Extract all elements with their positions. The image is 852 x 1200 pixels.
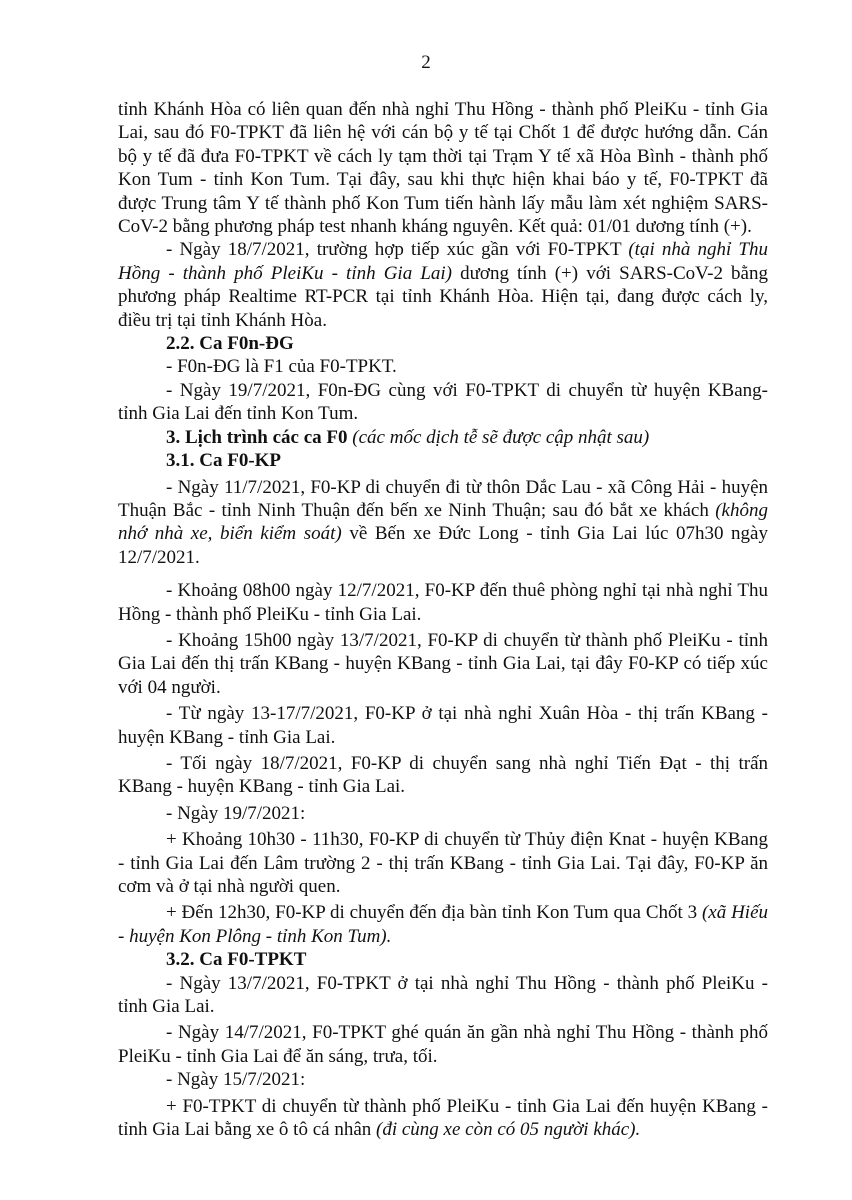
paragraph-6: - Khoảng 08h00 ngày 12/7/2021, F0-KP đến thuê phòng nghỉ tại nhà nghỉ Thu Hồng - thành phố PleiKu - tỉnh Gia Lai.: [118, 580, 768, 625]
paragraph-2-text: - Ngày 18/7/2021, trường hợp tiếp xúc gần với F0-TPKT: [166, 239, 629, 261]
paragraph-5: [118, 476, 768, 570]
paragraph-10: - Ngày 19/7/2021:: [166, 802, 306, 824]
paragraph-2-italic: (tại nhà nghỉ Thu Hồng - thành phố PleiKu - tỉnh Gia Lai): [118, 239, 768, 284]
paragraph-11: + Khoảng 10h30 - 11h30, F0-KP di chuyển từ Thủy điện Knat - huyện KBang - tỉnh Gia Lai đến Lâm trường 2 - thị trấn KBang - tỉnh Gia Lai. Tại đây, F0-KP ăn cơm và ở tại nhà người quen.: [118, 829, 768, 897]
paragraph-9: - Tối ngày 18/7/2021, F0-KP di chuyển sang nhà nghỉ Tiến Đạt - thị trấn KBang - huyện KBang - tỉnh Gia Lai.: [118, 752, 768, 798]
paragraph-4: - Ngày 19/7/2021, F0n-ĐG cùng với F0-TPKT di chuyển từ huyện KBang- tỉnh Gia Lai đến tỉnh Kon Tum.: [118, 379, 768, 425]
heading-3-2: 3.2. Ca F0-TPKT: [166, 949, 307, 971]
heading-2-2: 2.2. Ca F0n-ĐG: [166, 333, 294, 355]
paragraph-5-italic: (không nhớ nhà xe, biển kiểm soát): [118, 499, 768, 545]
heading-3: [118, 426, 768, 449]
paragraph-12-italic: (xã Hiếu - huyện Kon Plông - tỉnh Kon Tum).: [118, 902, 769, 947]
document-body: [118, 98, 768, 1141]
heading-3-bold: 3. Lịch trình các ca F0: [166, 426, 348, 448]
paragraph-16: [118, 1095, 768, 1142]
paragraph-2: [118, 238, 768, 332]
paragraph-2-text-end: dương tính (+) với SARS-CoV-2 bằng phương pháp Realtime RT-PCR tại tỉnh Khánh Hòa. Hiện tại, đang được cách ly, điều trị tại tỉnh Khánh Hòa.: [118, 262, 768, 331]
paragraph-5-text: - Ngày 11/7/2021, F0-KP di chuyển đi từ thôn Dắc Lau - xã Công Hải - huyện Thuận Bắc - tỉnh Ninh Thuận đến bến xe Ninh Thuận; sau đó bắt xe khách: [118, 476, 768, 521]
paragraph-14: - Ngày 14/7/2021, F0-TPKT ghé quán ăn gần nhà nghỉ Thu Hồng - thành phố PleiKu - tỉnh Gia Lai để ăn sáng, trưa, tối.: [118, 1022, 768, 1067]
paragraph-13: - Ngày 13/7/2021, F0-TPKT ở tại nhà nghỉ Thu Hồng - thành phố PleiKu - tỉnh Gia Lai.: [118, 972, 768, 1018]
paragraph-7: - Khoảng 15h00 ngày 13/7/2021, F0-KP di chuyển từ thành phố PleiKu - tỉnh Gia Lai đến thị trấn KBang - huyện KBang - tỉnh Gia Lai, tại đây F0-KP có tiếp xúc với 04 người.: [118, 629, 768, 698]
paragraph-8: - Từ ngày 13-17/7/2021, F0-KP ở tại nhà nghỉ Xuân Hòa - thị trấn KBang - huyện KBang - tỉnh Gia Lai.: [118, 703, 768, 748]
paragraph-16-italic: (đi cùng xe còn có 05 người khác).: [376, 1119, 641, 1141]
paragraph-12-text: + Đến 12h30, F0-KP di chuyển đến địa bàn tỉnh Kon Tum qua Chốt 3: [166, 902, 702, 924]
heading-3-1: 3.1. Ca F0-KP: [166, 450, 282, 472]
paragraph-12: [118, 901, 768, 948]
paragraph-1: tỉnh Khánh Hòa có liên quan đến nhà nghỉ Thu Hồng - thành phố PleiKu - tỉnh Gia Lai, sau đó F0-TPKT đã liên hệ với cán bộ y tế tại Chốt 1 để được hướng dẫn. Cán bộ y tế đã đưa F0-TPKT về cách ly tạm thời tại Trạm Y tế xã Hòa Bình - thành phố Kon Tum - tỉnh Kon Tum. Tại đây, sau khi thực hiện khai báo y tế, F0-TPKT đã được Trung tâm Y tế thành phố Kon Tum tiến hành lấy mẫu làm xét nghiệm SARS-CoV-2 bằng phương pháp test nhanh kháng nguyên. Kết quả: 01/01 dương tính (+).: [118, 99, 768, 238]
paragraph-15: - Ngày 15/7/2021:: [166, 1069, 306, 1091]
paragraph-3: - F0n-ĐG là F1 của F0-TPKT.: [166, 356, 397, 378]
paragraph-16-text: + F0-TPKT di chuyển từ thành phố PleiKu - tỉnh Gia Lai đến huyện KBang - tỉnh Gia Lai bằng xe ô tô cá nhân: [118, 1095, 768, 1141]
heading-3-italic: (các mốc dịch tễ sẽ được cập nhật sau): [347, 426, 650, 448]
paragraph-5-text-end: về Bến xe Đức Long - tỉnh Gia Lai lúc 07h30 ngày 12/7/2021.: [118, 523, 768, 568]
page-number: 2: [421, 52, 431, 73]
